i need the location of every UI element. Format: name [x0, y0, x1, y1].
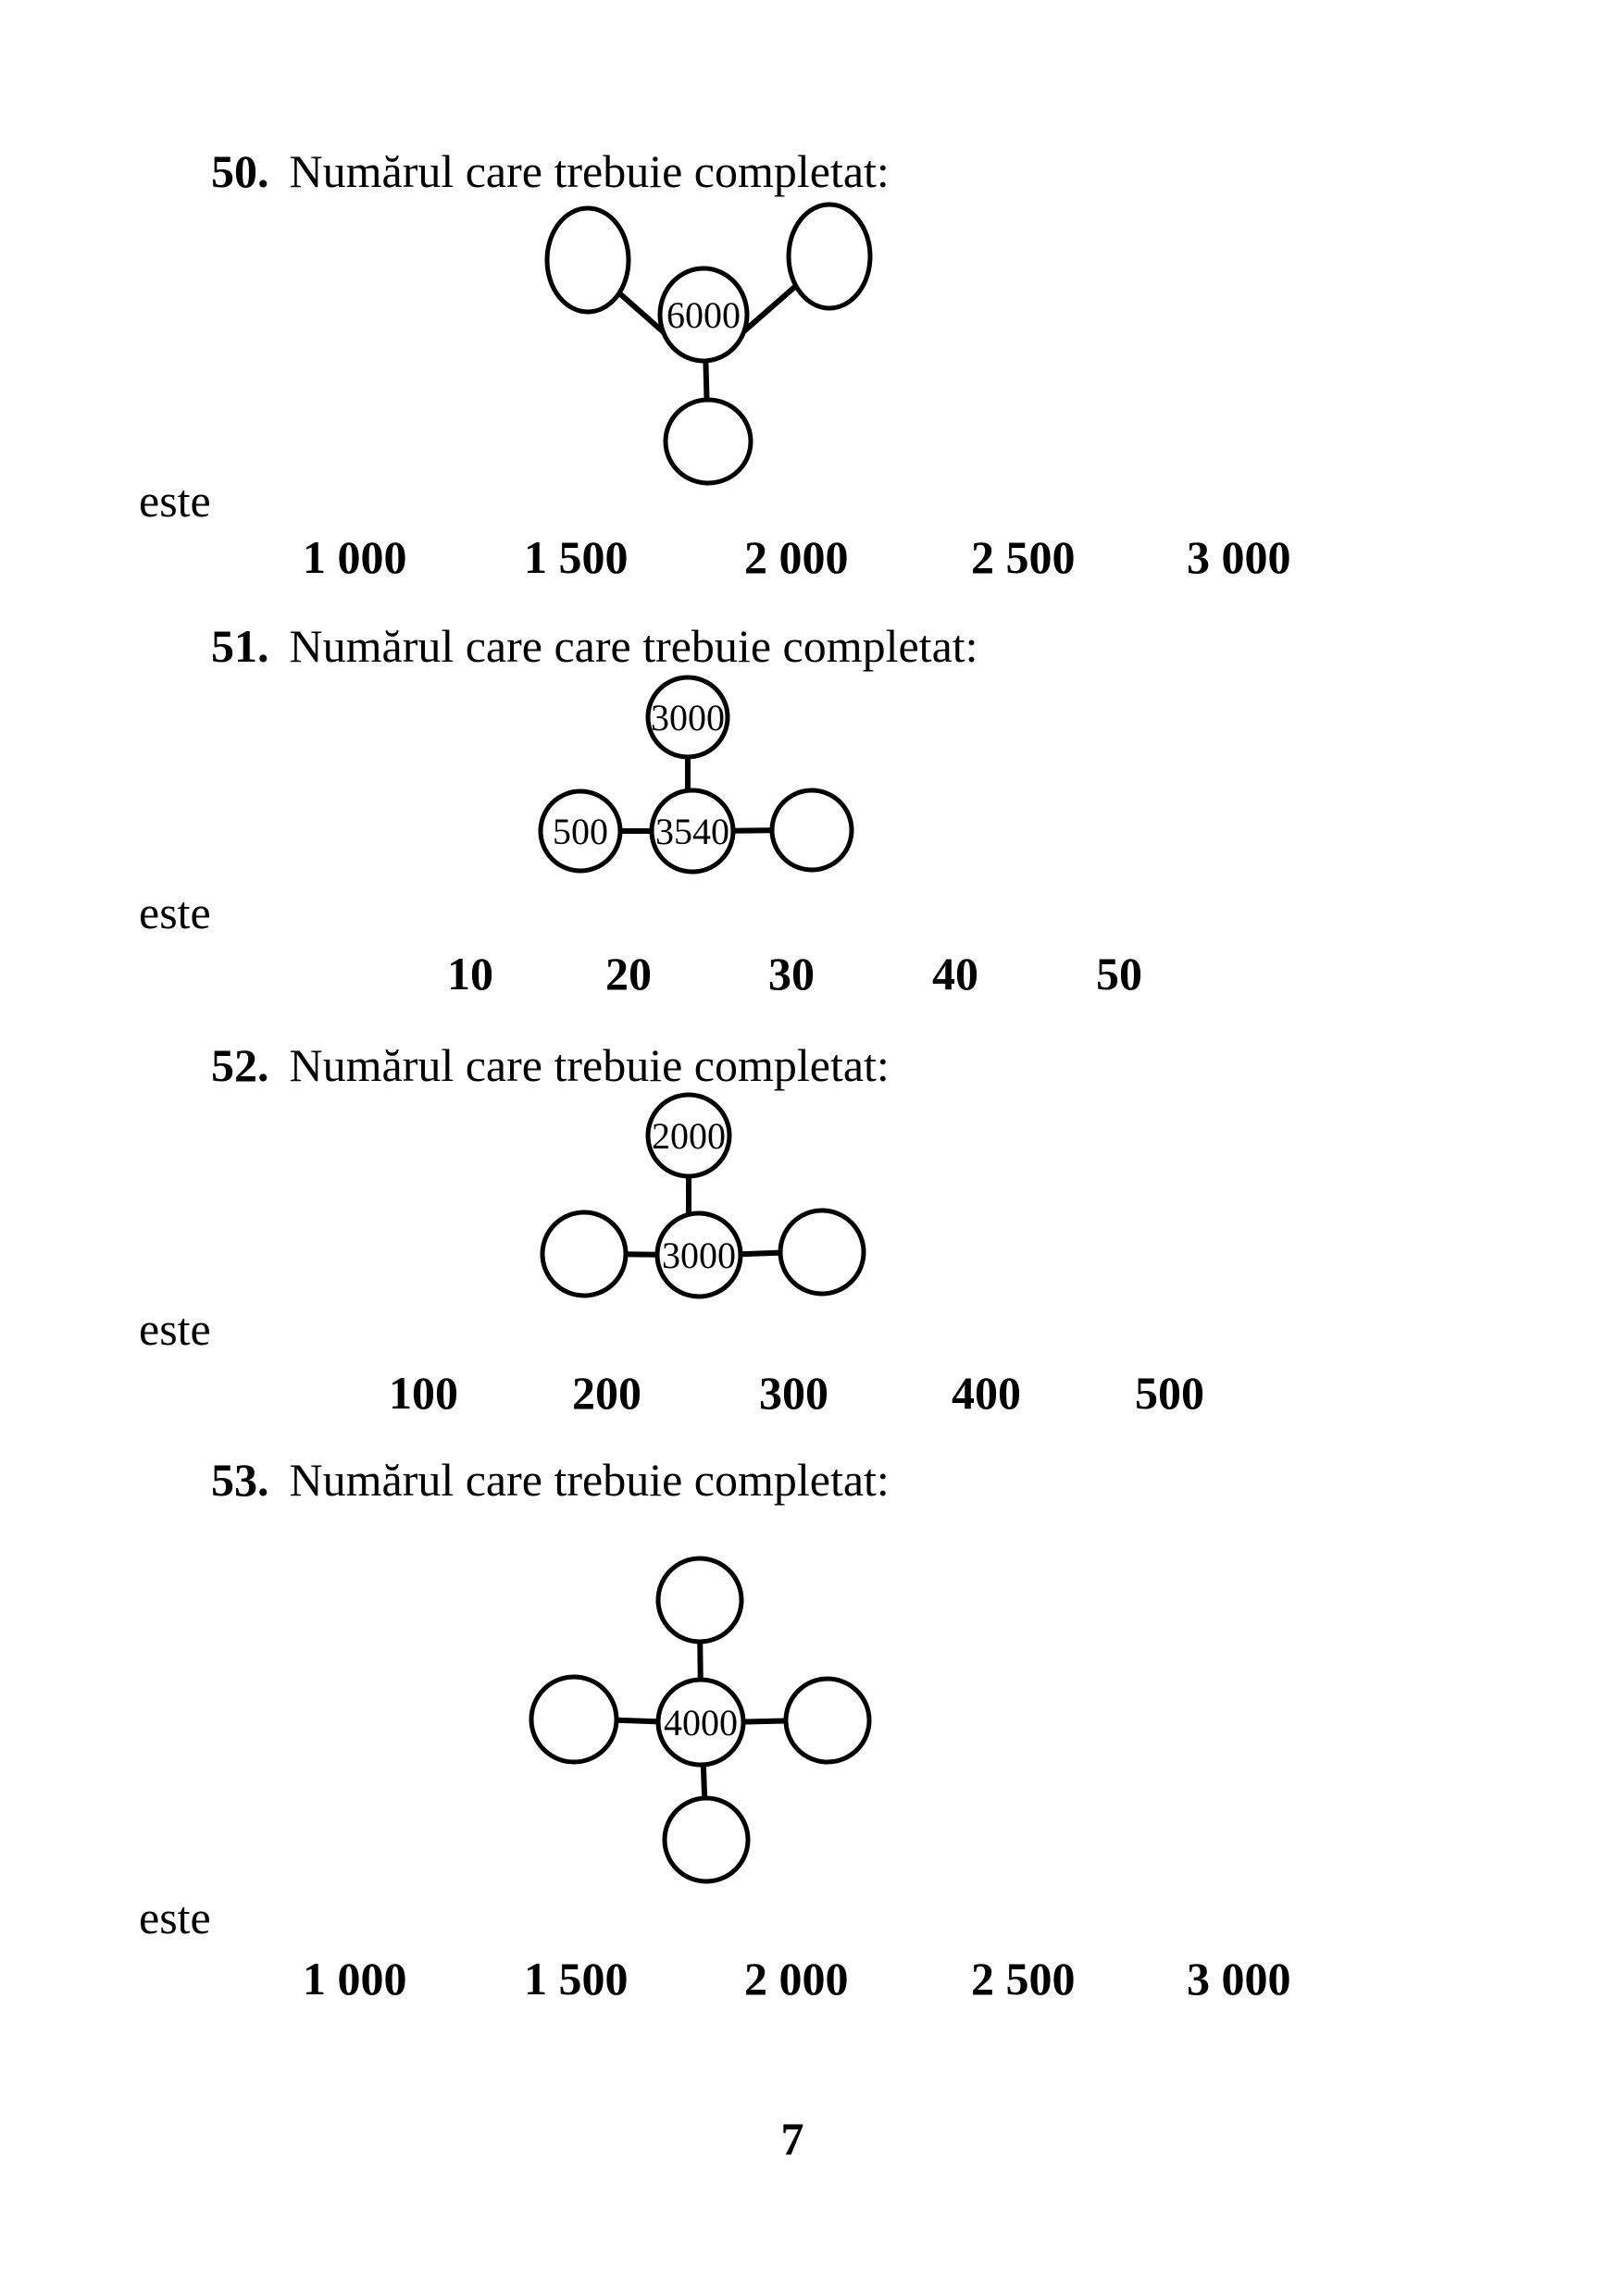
question-51-diagram [518, 657, 870, 879]
answer-option: 30 [768, 948, 815, 999]
question-52-diagram [518, 1074, 879, 1305]
answer-option: 2 500 [971, 1953, 1076, 2004]
node-label: 3000 [651, 697, 725, 738]
question-53-options [0, 1955, 1619, 2011]
empty-node-circle [772, 790, 852, 870]
node-label: 6000 [666, 294, 741, 336]
question-52-options [0, 1367, 1619, 1425]
empty-node-circle [531, 1677, 616, 1762]
este-label: este [139, 887, 211, 938]
empty-node-circle [789, 205, 870, 308]
answer-option: 1 000 [303, 531, 407, 583]
node-label: 2000 [652, 1115, 726, 1157]
answer-option: 50 [1096, 948, 1142, 999]
answer-option: 1 500 [524, 1953, 629, 2004]
answer-option: 40 [932, 948, 978, 999]
node-label: 500 [553, 811, 608, 852]
question-53-number: 53. [211, 1454, 269, 1506]
question-50-diagram [500, 194, 889, 518]
node-label: 4000 [664, 1702, 738, 1744]
answer-option: 2 000 [744, 531, 849, 583]
answer-option: 10 [447, 948, 493, 999]
answer-option: 300 [759, 1367, 828, 1419]
empty-node-circle [666, 400, 751, 483]
este-label: este [139, 475, 211, 527]
question-53-diagram [509, 1545, 898, 1897]
question-53-heading [211, 1454, 890, 1506]
este-label: este [139, 1303, 211, 1355]
empty-node-circle [547, 208, 629, 312]
answer-option: 1 000 [303, 1953, 407, 2004]
question-52-title: Numărul care trebuie completat: [289, 1039, 890, 1091]
question-50-heading [211, 145, 890, 197]
answer-option: 3 000 [1187, 1953, 1291, 2004]
question-50-number: 50. [211, 145, 269, 197]
question-51-options [0, 950, 1619, 1006]
empty-node-circle [786, 1679, 869, 1762]
question-51-title: Numărul care care trebuie completat: [289, 620, 978, 672]
answer-option: 100 [389, 1367, 458, 1419]
answer-option: 500 [1135, 1367, 1204, 1419]
question-50-title: Numărul care trebuie completat: [289, 145, 890, 197]
este-label: este [139, 1892, 211, 1943]
node-label: 3000 [662, 1235, 736, 1276]
answer-option: 200 [572, 1367, 641, 1419]
answer-option: 2 500 [971, 531, 1076, 583]
empty-node-circle [665, 1798, 748, 1881]
question-53-title: Numărul care trebuie completat: [289, 1454, 890, 1506]
answer-option: 400 [952, 1367, 1021, 1419]
answer-option: 20 [605, 948, 652, 999]
answer-option: 3 000 [1187, 531, 1291, 583]
question-51-number: 51. [211, 620, 269, 672]
answer-option: 2 000 [744, 1953, 849, 2004]
empty-node-circle [658, 1558, 741, 1642]
empty-node-circle [780, 1210, 864, 1294]
answer-option: 1 500 [524, 531, 629, 583]
question-50-options [0, 531, 1619, 590]
empty-node-circle [542, 1212, 626, 1296]
question-52-number: 52. [211, 1039, 269, 1091]
node-label: 3540 [655, 811, 729, 852]
page-number: 7 [780, 2113, 804, 2165]
